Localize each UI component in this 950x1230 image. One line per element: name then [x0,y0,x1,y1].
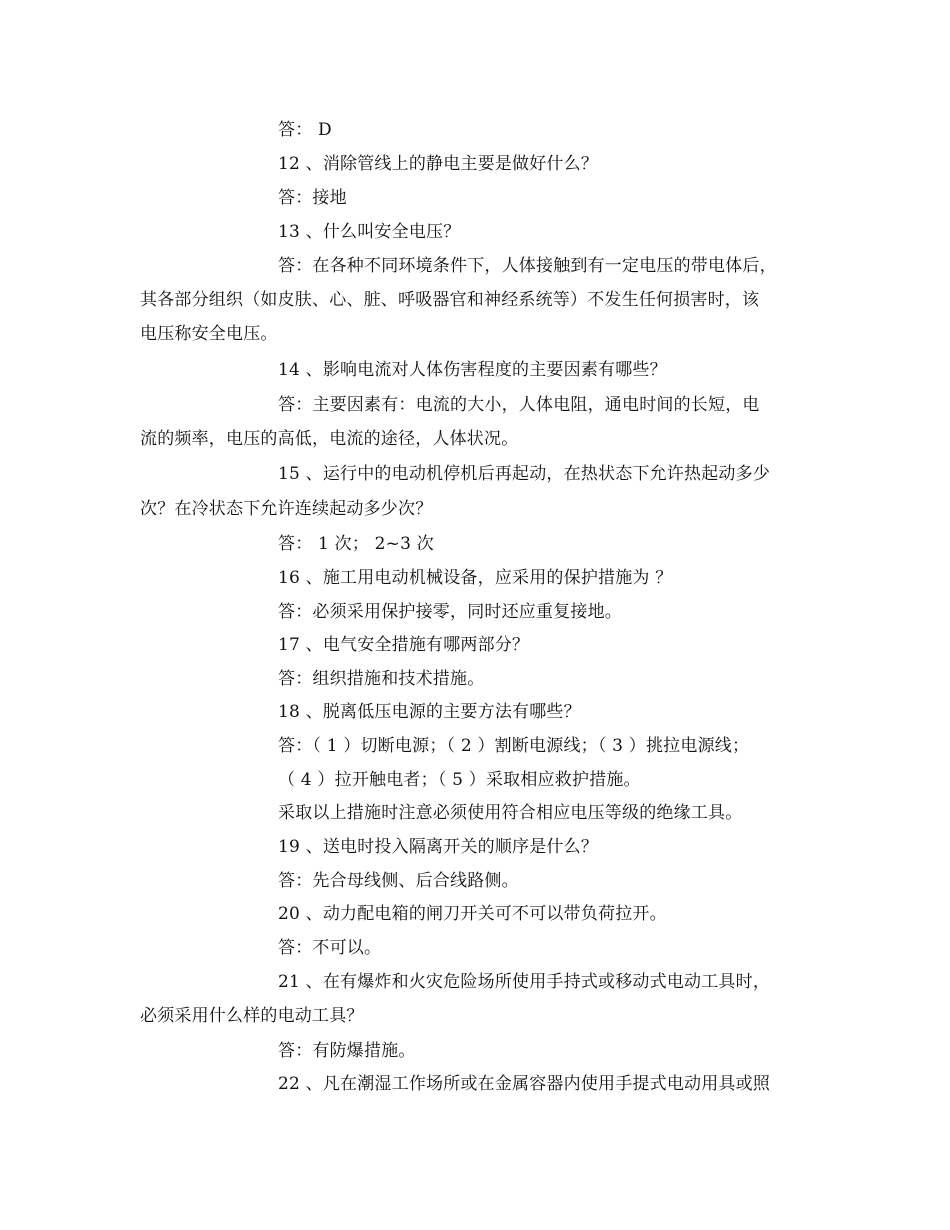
question-15-line-2: 次？在冷状态下允许连续起动多少次？ [140,499,433,519]
question-22-line-1: 22 、凡在潮湿工作场所或在金属容器内使用手提式电动用具或照 [278,1074,771,1094]
answer-19: 答：先合母线侧、后合线路侧。 [278,871,519,891]
answer-20: 答：不可以。 [278,938,382,958]
answer-12: 答：接地 [278,188,347,208]
question-19: 19 、送电时投入隔离开关的顺序是什么？ [278,837,599,857]
question-21-line-2: 必须采用什么样的电动工具？ [140,1006,364,1026]
answer-17: 答：组织措施和技术措施。 [278,669,485,689]
answer-14-line-2: 流的频率，电压的高低，电流的途径，人体状况。 [140,429,519,449]
question-12: 12 、消除管线上的静电主要是做好什么？ [278,154,599,174]
answer-18-note: 采取以上措施时注意必须使用符合相应电压等级的绝缘工具。 [278,803,743,823]
question-21-line-1: 21 、在有爆炸和火灾危险场所使用手持式或移动式电动工具时， [278,972,771,992]
question-17: 17 、电气安全措施有哪两部分？ [278,635,530,655]
answer-13-line-2: 其各部分组织（如皮肤、心、脏、呼吸器官和神经系统等）不发生任何损害时，该 [140,290,760,310]
question-16: 16 、施工用电动机械设备，应采用的保护措施为 ？ [278,568,673,588]
answer-13-line-1: 答：在各种不同环境条件下，人体接触到有一定电压的带电体后， [278,256,777,276]
answer-14-line-1: 答：主要因素有：电流的大小，人体电阻，通电时间的长短，电 [278,395,760,415]
question-14: 14 、影响电流对人体伤害程度的主要因素有哪些？ [278,360,667,380]
question-18: 18 、脱离低压电源的主要方法有哪些？ [278,702,581,722]
answer-11: 答： D [278,120,332,140]
question-15-line-1: 15 、运行中的电动机停机后再起动，在热状态下允许热起动多少 [278,464,771,484]
answer-16: 答：必须采用保护接零，同时还应重复接地。 [278,602,622,622]
answer-21: 答：有防爆措施。 [278,1041,416,1061]
question-20: 20 、动力配电箱的闸刀开关可不可以带负荷拉开。 [278,904,667,924]
question-13: 13 、什么叫安全电压？ [278,222,461,242]
answer-18-line-2: （ 4 ）拉开触电者；（ 5 ）采取相应救护措施。 [278,770,641,790]
answer-13-line-3: 电压称安全电压。 [140,324,278,344]
answer-18-line-1: 答：（ 1 ）切断电源；（ 2 ）割断电源线；（ 3 ）挑拉电源线； [278,736,750,756]
answer-15: 答： 1 次； 2~3 次 [278,534,434,554]
